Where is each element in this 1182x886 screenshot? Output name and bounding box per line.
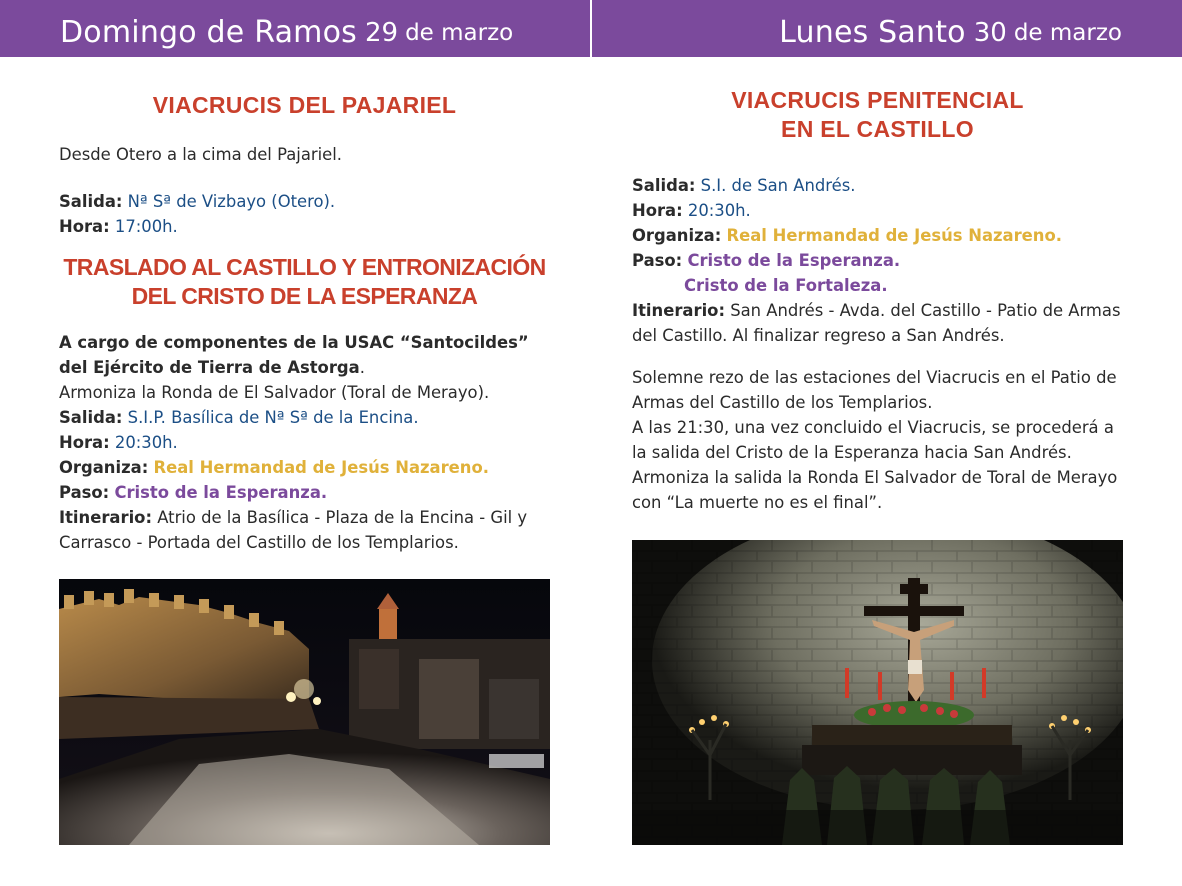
hora-value: 20:30h. bbox=[114, 433, 178, 452]
salida-value: Nª Sª de Vizbayo (Otero). bbox=[127, 192, 336, 211]
itinerario-label: Itinerario: bbox=[632, 301, 725, 320]
event-intro: Desde Otero a la cima del Pajariel. bbox=[59, 145, 343, 164]
salida-line bbox=[59, 189, 550, 214]
header-date-number: 30 bbox=[973, 18, 1007, 48]
description-paragraph: A las 21:30, una vez concluido el Viacrucis, se procederá a la salida del Cristo de la Esperanza hacia San Andrés. bbox=[632, 418, 1114, 462]
salida-label: Salida: bbox=[59, 408, 123, 427]
event-title: VIACRUCIS DEL PAJARIEL bbox=[152, 92, 457, 118]
paso-value: Cristo de la Esperanza. bbox=[114, 483, 328, 502]
cargo-end: . bbox=[359, 358, 365, 377]
cargo-paragraph bbox=[59, 330, 550, 380]
organiza-label: Organiza: bbox=[632, 226, 722, 245]
description-paragraph: Solemne rezo de las estaciones del Viacrucis en el Patio de Armas del Castillo de los Templarios. bbox=[632, 368, 1117, 412]
itinerario-line bbox=[632, 298, 1123, 348]
left-column bbox=[59, 57, 550, 555]
paso-value: Cristo de la Esperanza. bbox=[687, 251, 901, 270]
itinerario-label: Itinerario: bbox=[59, 508, 152, 527]
event-title-line: TRASLADO AL CASTILLO Y ENTRONIZACIÓN bbox=[63, 254, 546, 280]
salida-value: S.I. de San Andrés. bbox=[700, 176, 856, 195]
description-paragraph: Armoniza la salida la Ronda El Salvador de Toral de Merayo con “La muerte no es el final”. bbox=[632, 468, 1118, 512]
paso-value: Cristo de la Fortaleza. bbox=[684, 276, 888, 295]
event-title-line: EN EL CASTILLO bbox=[781, 116, 974, 142]
itinerario-value: San Andrés - Avda. del Castillo - Patio de Armas del Castillo. Al finalizar regreso a San Andrés. bbox=[632, 301, 1121, 345]
salida-value: S.I.P. Basílica de Nª Sª de la Encina. bbox=[127, 408, 419, 427]
hora-label: Hora: bbox=[59, 433, 110, 452]
event-title bbox=[632, 86, 1123, 144]
salida-line bbox=[59, 405, 550, 430]
salida-label: Salida: bbox=[59, 192, 123, 211]
hora-value: 20:30h. bbox=[687, 201, 751, 220]
castle-procession-photo bbox=[59, 579, 550, 845]
event-title bbox=[59, 253, 550, 311]
itinerario-value: Atrio de la Basílica - Plaza de la Encina - Gil y Carrasco - Portada del Castillo de los Templarios. bbox=[59, 508, 528, 552]
salida-line bbox=[632, 173, 1123, 198]
event-title-line: DEL CRISTO DE LA ESPERANZA bbox=[131, 283, 478, 309]
cargo-text: A cargo de componentes de la USAC “Santocildes” del Ejército de Tierra de Astorga bbox=[59, 333, 529, 377]
armoniza-line: Armoniza la Ronda de El Salvador (Toral de Merayo). bbox=[59, 383, 490, 402]
header-month: de marzo bbox=[405, 20, 514, 46]
salida-label: Salida: bbox=[632, 176, 696, 195]
header-date-number: 29 bbox=[364, 18, 399, 48]
paso-line-2 bbox=[632, 273, 1123, 298]
hora-label: Hora: bbox=[59, 217, 110, 236]
left-page-header bbox=[0, 0, 590, 57]
itinerario-line bbox=[59, 505, 550, 555]
hora-line bbox=[59, 430, 550, 455]
hora-label: Hora: bbox=[632, 201, 683, 220]
header-day: Domingo de Ramos bbox=[60, 15, 357, 50]
organiza-label: Organiza: bbox=[59, 458, 149, 477]
organiza-line bbox=[59, 455, 550, 480]
hora-line bbox=[59, 214, 550, 239]
header-month: de marzo bbox=[1013, 20, 1122, 46]
event-title-line: VIACRUCIS PENITENCIAL bbox=[731, 87, 1024, 113]
organiza-line bbox=[632, 223, 1123, 248]
hora-value: 17:00h. bbox=[114, 217, 178, 236]
right-column bbox=[632, 57, 1123, 515]
organiza-value: Real Hermandad de Jesús Nazareno. bbox=[726, 226, 1062, 245]
organiza-value: Real Hermandad de Jesús Nazareno. bbox=[153, 458, 489, 477]
paso-label: Paso: bbox=[59, 483, 110, 502]
right-page-header bbox=[592, 0, 1182, 57]
crucifix-paso-photo bbox=[632, 540, 1123, 845]
paso-label: Paso: bbox=[632, 251, 683, 270]
paso-line bbox=[59, 480, 550, 505]
header-day: Lunes Santo bbox=[779, 15, 966, 50]
hora-line bbox=[632, 198, 1123, 223]
paso-line bbox=[632, 248, 1123, 273]
